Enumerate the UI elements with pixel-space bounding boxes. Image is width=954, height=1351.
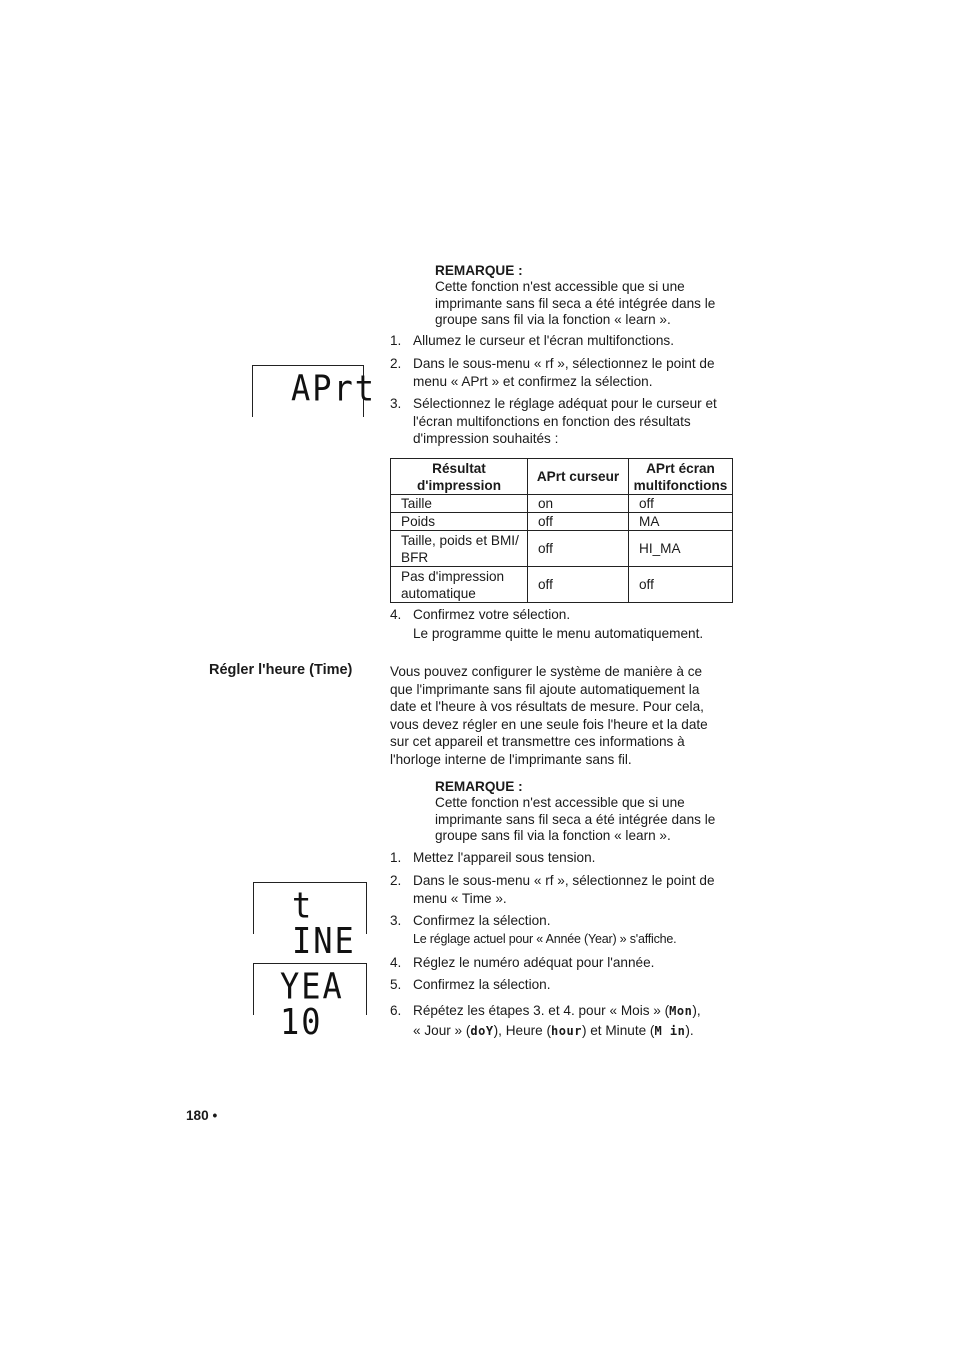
table-row: Pas d'impression automatique off off [391, 567, 733, 603]
table-row: Taille, poids et BMI/ BFR off HI_MA [391, 531, 733, 567]
segment-label-day: doY [470, 1024, 494, 1038]
table-header: APrt curseur [528, 459, 629, 495]
lcd-display-aprt [252, 365, 377, 417]
note-heading: REMARQUE : [435, 263, 523, 278]
table-row: Taille on off [391, 495, 733, 513]
step-sub-text: Le réglage actuel pour « Année (Year) » s'affiche. [413, 932, 677, 946]
note-text: Cette fonction n'est accessible que si une imprimante sans fil seca a été intégrée dans le groupe sans fil via la fonction « learn ». [435, 279, 716, 327]
segment-label-minute: M in [654, 1024, 686, 1038]
table-header: Résultat d'impression [391, 459, 528, 495]
step-sub-text: Le programme quitte le menu automatiquement. [413, 626, 704, 641]
table-header: APrt écran multifonctions [629, 459, 733, 495]
lcd-text: APrt [291, 367, 377, 410]
section-heading: Régler l'heure (Time) [209, 662, 353, 678]
note-text: Cette fonction n'est accessible que si une imprimante sans fil seca a été intégrée dans le groupe sans fil via la fonction « learn ». [435, 795, 716, 843]
lcd-text: YEA 10 [280, 965, 344, 1043]
table-header-row [391, 459, 733, 495]
lcd-display-time [253, 882, 367, 962]
lcd-text: t INE [292, 884, 356, 962]
section-intro: Vous pouvez configurer le système de manière à ce que l'imprimante sans fil ajoute automatiquement la date et l'heure à vos résultats de mesure. Pour cela, vous devez régler en une seule fois l'heure et la date sur cet appareil et transmettre ces informations à l'horloge interne de l'imprimante sans fil. [390, 664, 708, 767]
segment-label-hour: hour [551, 1024, 582, 1038]
segment-label-month: Mon [669, 1004, 693, 1018]
print-result-table [390, 458, 733, 603]
note-heading: REMARQUE : [435, 779, 523, 794]
table-row: Poids off MA [391, 513, 733, 531]
page-number: 180 • [186, 1108, 218, 1123]
lcd-display-year [253, 963, 367, 1043]
